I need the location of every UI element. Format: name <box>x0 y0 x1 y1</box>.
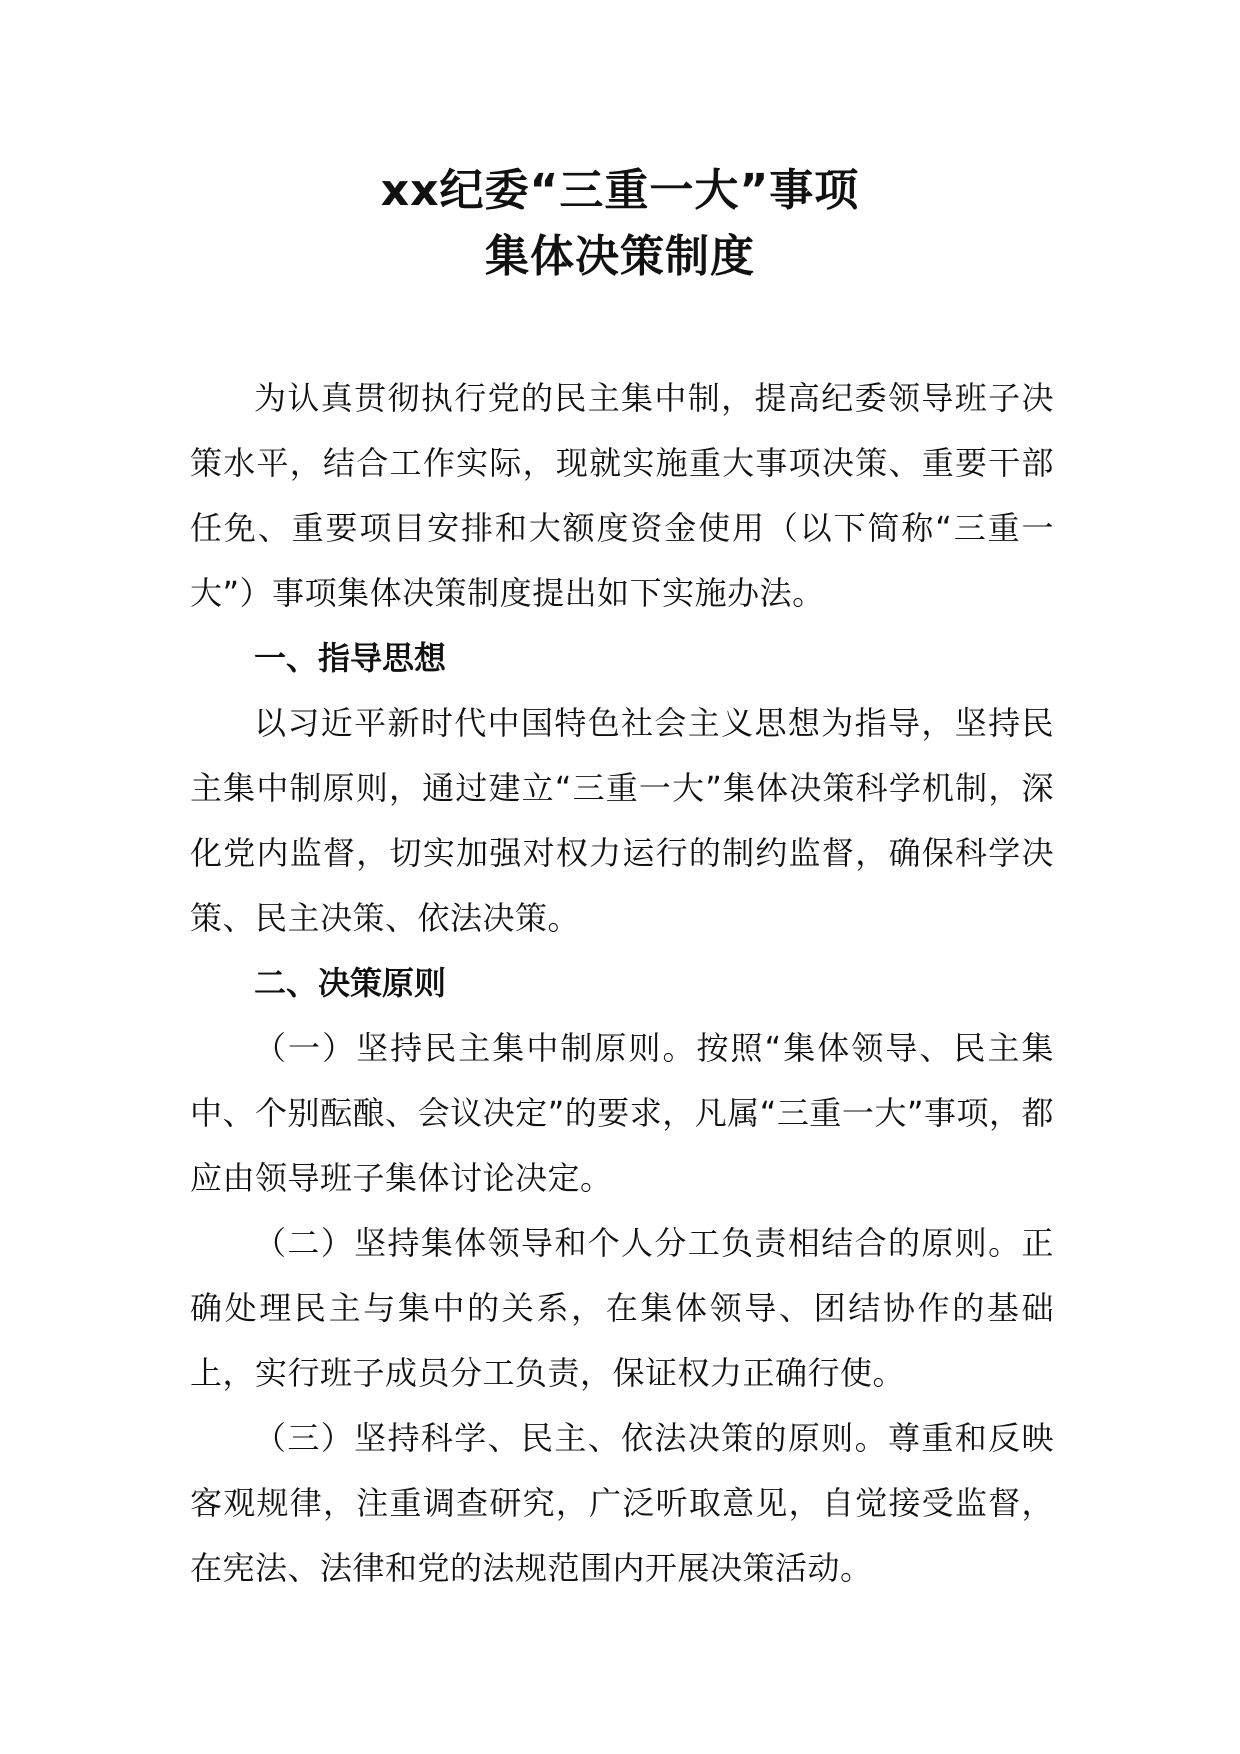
document-body <box>190 366 1054 1601</box>
principle-item-3: （三）坚持科学、民主、依法决策的原则。尊重和反映客观规律，注重调查研究，广泛听取意见，自觉接受监督，在宪法、法律和党的法规范围内开展决策活动。 <box>190 1419 1054 1587</box>
document-title <box>0 158 1240 290</box>
title-line-1: xx纪委“三重一大”事项 <box>380 165 860 216</box>
principle-item-2: （二）坚持集体领导和个人分工负责相结合的原则。正确处理民主与集中的关系，在集体领导、团结协作的基础上，实行班子成员分工负责，保证权力正确行使。 <box>190 1224 1054 1392</box>
section-heading-decision-principles: 二、决策原则 <box>254 964 447 1002</box>
intro-paragraph: 为认真贯彻执行党的民主集中制，提高纪委领导班子决策水平，结合工作实际，现就实施重大事项决策、重要干部任免、重要项目安排和大额度资金使用（以下简称“三重一大”）事项集体决策制度提出如下实施办法。 <box>190 379 1054 612</box>
title-line-2: 集体决策制度 <box>485 231 755 282</box>
principle-item-1: （一）坚持民主集中制原则。按照“集体领导、民主集中、个别酝酿、会议决定”的要求，凡属“三重一大”事项，都应由领导班子集体讨论决定。 <box>190 1029 1054 1197</box>
section-heading-guiding-ideology: 一、指导思想 <box>254 639 447 677</box>
guiding-ideology-paragraph: 以习近平新时代中国特色社会主义思想为指导，坚持民主集中制原则，通过建立“三重一大”集体决策科学机制，深化党内监督，切实加强对权力运行的制约监督，确保科学决策、民主决策、依法决策。 <box>190 704 1054 937</box>
